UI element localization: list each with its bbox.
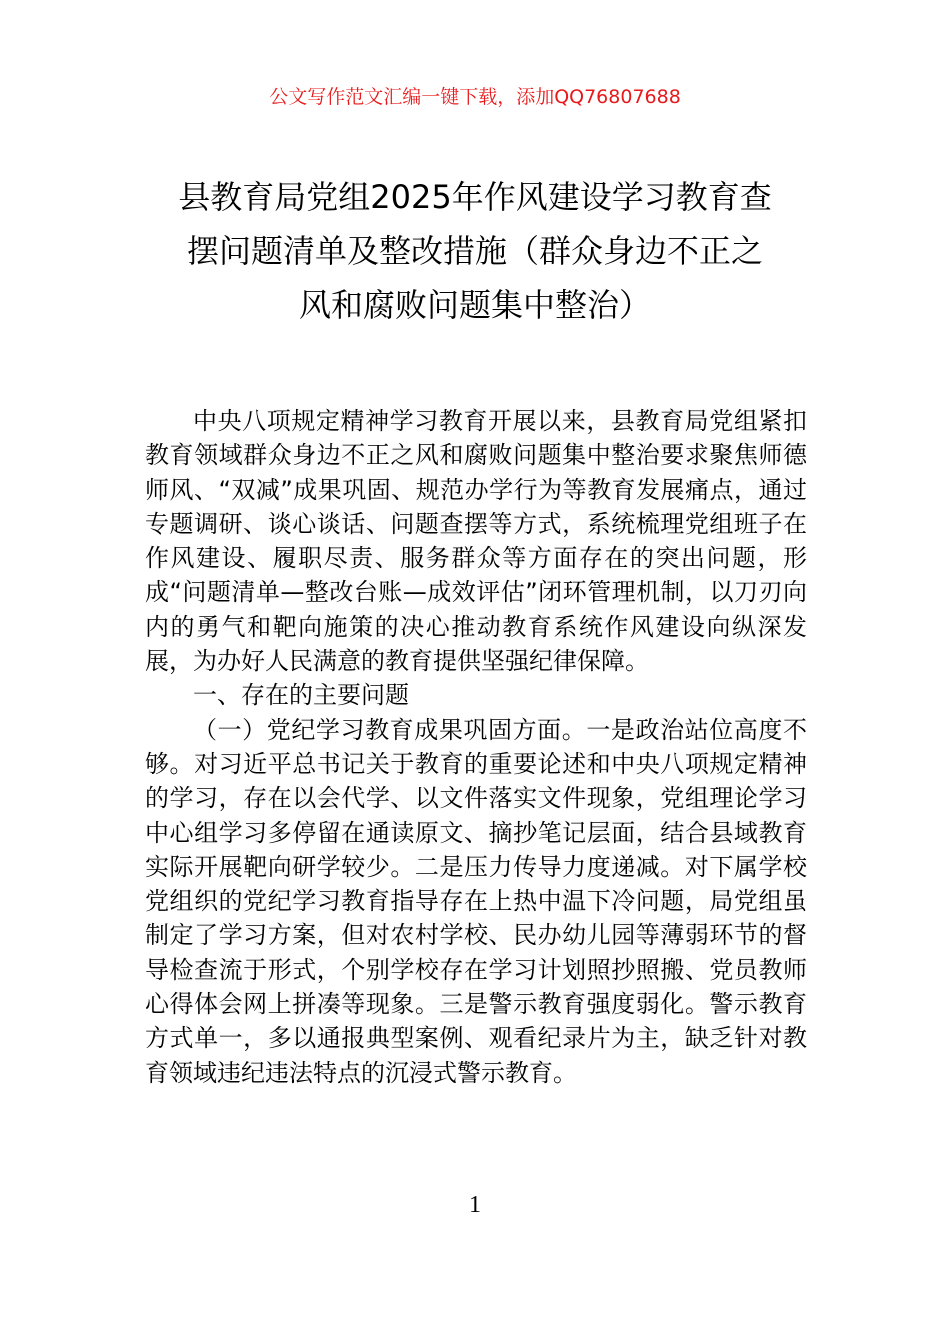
page-number: 1 xyxy=(469,1192,481,1218)
title-line-2: 摆问题清单及整改措施（群众身边不正之 xyxy=(186,232,763,270)
promo-banner: 公文写作范文汇编一键下载，添加QQ76807688 xyxy=(269,86,681,108)
title-line-1: 县教育局党组2025年作风建设学习教育查 xyxy=(178,178,772,216)
intro-paragraph: 中央八项规定精神学习教育开展以来，县教育局党组紧扣教育领域群众身边不正之风和腐败问题集中整治要求聚焦师德师风、“双减”成果巩固、规范办学行为等教育发展痛点，通过专题调研、谈心谈话、问题查摆等方式，系统梳理党组班子在作风建设、履职尽责、服务群众等方面存在的突出问题，形成“问题清单—整改台账—成效评估”闭环管理机制，以刀刃向内的勇气和靶向施策的决心推动教育系统作风建设向纵深发展，为办好人民满意的教育提供坚强纪律保障。 xyxy=(145,407,807,676)
issue-paragraph-1: （一）党纪学习教育成果巩固方面。一是政治站位高度不够。对习近平总书记关于教育的重要论述和中央八项规定精神的学习，存在以会代学、以文件落实文件现象，党组理论学习中心组学习多停留在通读原文、摘抄笔记层面，结合县域教育实际开展靶向研学较少。二是压力传导力度递减。对下属学校党组织的党纪学习教育指导存在上热中温下冷问题，局党组虽制定了学习方案，但对农村学校、民办幼儿园等薄弱环节的督导检查流于形式，个别学校存在学习计划照抄照搬、党员教师心得体会网上拼凑等现象。三是警示教育强度弱化。警示教育方式单一，多以通报典型案例、观看纪录片为主，缺乏针对教育领域违纪违法特点的沉浸式警示教育。 xyxy=(145,715,807,1087)
document-body xyxy=(145,404,807,1090)
title-line-3: 风和腐败问题集中整治） xyxy=(298,286,651,324)
document-title xyxy=(135,170,815,332)
section-heading: 一、存在的主要问题 xyxy=(193,681,409,710)
